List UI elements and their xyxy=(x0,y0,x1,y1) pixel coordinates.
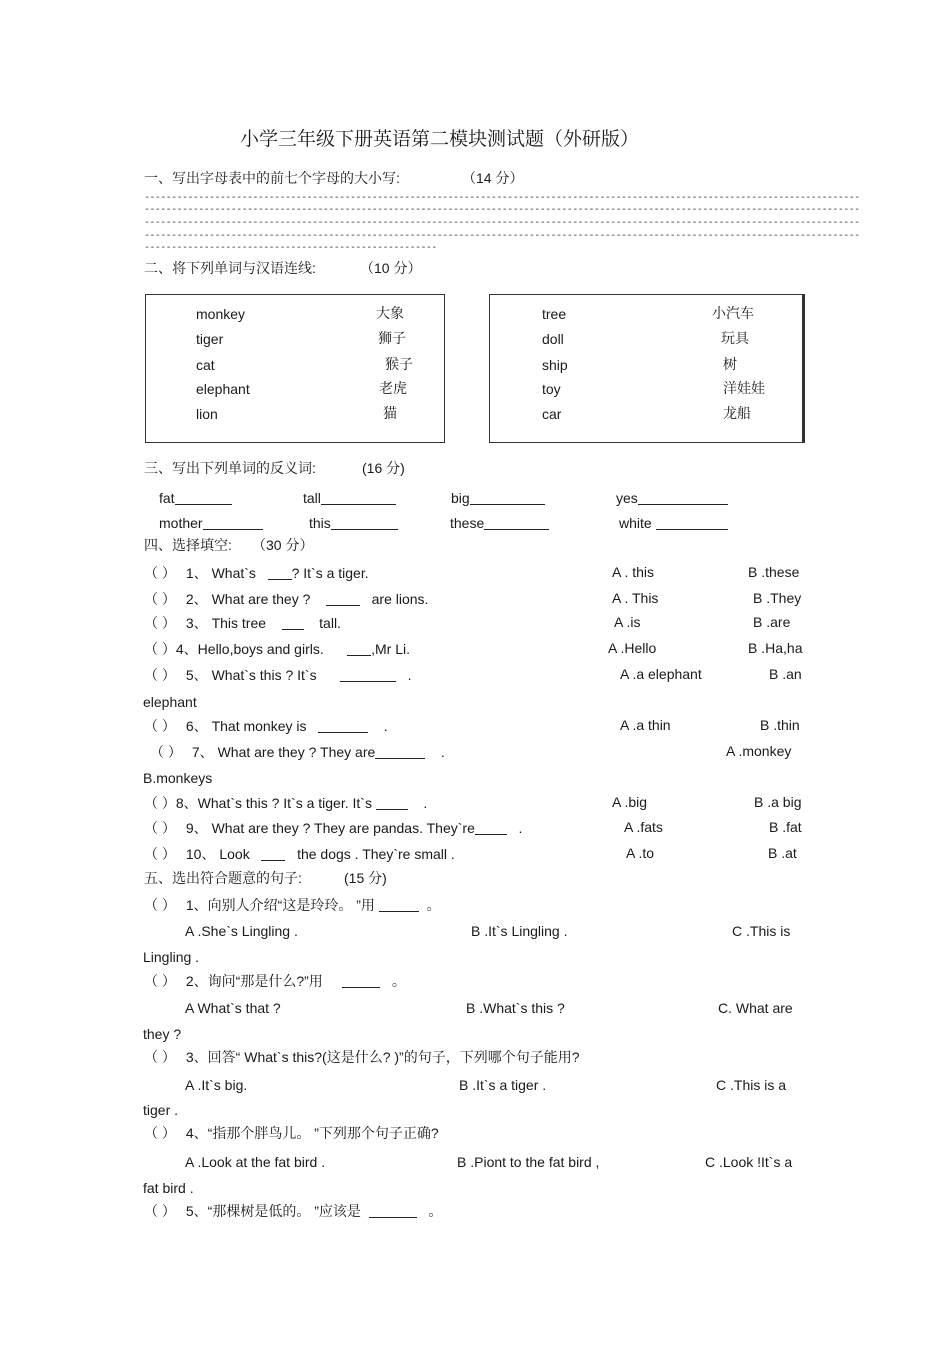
option-b[interactable]: B .at xyxy=(768,845,797,861)
answer-paren[interactable]: （ ） xyxy=(144,795,176,811)
question-row xyxy=(144,846,455,861)
answer-paren[interactable]: （ ） xyxy=(144,641,176,657)
match-chinese: 狮子 xyxy=(378,330,406,346)
question-text: 。 xyxy=(391,973,406,989)
question-text: 2、 What are they ? xyxy=(185,591,311,607)
antonym-word: fat xyxy=(159,490,175,506)
answer-paren[interactable]: （ ） xyxy=(144,591,176,607)
question-text: tall. xyxy=(319,615,341,631)
question-row xyxy=(144,565,369,580)
option-b[interactable]: B .Ha,ha xyxy=(748,640,803,656)
match-chinese: 小汽车 xyxy=(712,305,754,321)
antonym-word: tall xyxy=(303,490,321,506)
blank[interactable] xyxy=(318,718,368,733)
question-text: . xyxy=(383,718,388,734)
antonym-item xyxy=(450,515,549,530)
antonym-word: these xyxy=(450,515,485,531)
question-text: 2、询问“那是什么?”用 xyxy=(185,973,323,989)
option-b[interactable]: B .fat xyxy=(769,819,802,835)
matching-box-right xyxy=(489,294,805,443)
question-continuation: tiger . xyxy=(143,1102,179,1118)
page-title: 小学三年级下册英语第二模块测试题（外研版） xyxy=(240,129,640,150)
option-a[interactable]: A .Look at the fat bird . xyxy=(185,1154,326,1170)
question-text: 3、回答“ What`s this?(这是什么? )”的句子，下列哪个句子能用? xyxy=(185,1049,580,1065)
option-a[interactable]: A What`s that ? xyxy=(185,1000,281,1016)
match-word: lion xyxy=(196,406,218,422)
answer-line: ------------------------------------------------------------------------------------------------------------------------------------ xyxy=(144,192,860,203)
question-text: 4、Hello,boys and girls. xyxy=(175,641,324,657)
match-word: ship xyxy=(542,357,568,373)
answer-paren[interactable]: （ ） xyxy=(144,897,176,913)
section-2-score: （10 分） xyxy=(360,260,422,276)
match-chinese: 猴子 xyxy=(385,356,413,372)
match-chinese: 玩具 xyxy=(721,330,749,346)
option-b[interactable]: B.monkeys xyxy=(143,770,213,786)
question-row xyxy=(144,820,522,835)
answer-paren[interactable]: （ ） xyxy=(144,615,176,631)
match-chinese: 洋娃娃 xyxy=(723,380,765,396)
blank[interactable] xyxy=(376,795,408,810)
question-text: 9、 What are they ? They are pandas. They`re xyxy=(185,820,475,836)
blank[interactable] xyxy=(268,565,292,580)
option-b[interactable]: B .Piont to the fat bird , xyxy=(457,1154,600,1170)
section-1-score: （14 分） xyxy=(462,170,524,186)
match-word: monkey xyxy=(196,306,246,322)
match-word: elephant xyxy=(196,381,250,397)
section-5-score: (15 分) xyxy=(344,870,387,886)
question-row xyxy=(144,1203,442,1218)
question-text: 10、 Look xyxy=(185,846,250,862)
blank[interactable] xyxy=(375,744,425,759)
question-row xyxy=(150,744,445,759)
answer-paren[interactable]: （ ） xyxy=(144,846,176,862)
question-row xyxy=(144,897,441,912)
question-text: . xyxy=(440,744,445,760)
antonym-item xyxy=(451,490,545,505)
blank[interactable] xyxy=(175,490,232,505)
blank[interactable] xyxy=(638,490,728,505)
antonym-item xyxy=(309,515,398,530)
match-chinese: 大象 xyxy=(376,305,404,321)
answer-paren[interactable]: （ ） xyxy=(144,565,176,581)
option-a[interactable]: A .monkey xyxy=(726,743,792,759)
antonym-item xyxy=(303,490,396,505)
section-3-score: (16 分) xyxy=(362,460,405,476)
antonym-word: yes xyxy=(616,490,638,506)
antonym-word: this xyxy=(309,515,331,531)
section-2-heading: 二、将下列单词与汉语连线: xyxy=(144,260,316,276)
blank[interactable] xyxy=(326,591,360,606)
antonym-item xyxy=(619,515,728,530)
blank[interactable] xyxy=(261,846,285,861)
option-a[interactable]: A .to xyxy=(626,845,655,861)
answer-line: ------------------------------------------------------------------------------------------------------------------------------------ xyxy=(144,204,860,215)
match-word: tiger xyxy=(196,331,224,347)
option-b[interactable]: B .these xyxy=(748,564,800,580)
question-text: 5、 What`s this ? It`s xyxy=(185,667,317,683)
question-row xyxy=(144,667,412,682)
answer-paren[interactable]: （ ） xyxy=(144,1125,176,1141)
question-text: 。 xyxy=(428,1203,443,1219)
match-word: car xyxy=(542,406,562,422)
match-word: cat xyxy=(196,357,215,373)
question-row xyxy=(144,641,410,656)
option-a[interactable]: A . This xyxy=(612,590,659,606)
answer-paren[interactable]: （ ） xyxy=(144,973,176,989)
option-a[interactable]: A .fats xyxy=(624,819,663,835)
option-a[interactable]: A .She`s Lingling . xyxy=(185,923,298,939)
option-a[interactable]: A .Hello xyxy=(608,640,657,656)
option-b[interactable]: B .It`s Lingling . xyxy=(471,923,568,939)
blank[interactable] xyxy=(331,515,398,530)
blank[interactable] xyxy=(369,1203,417,1218)
match-word: doll xyxy=(542,331,564,347)
blank[interactable] xyxy=(347,641,371,656)
section-4-heading: 四、选择填空: xyxy=(144,537,232,553)
blank[interactable] xyxy=(470,490,545,505)
question-row xyxy=(144,718,388,733)
answer-paren[interactable]: （ ） xyxy=(144,718,176,734)
match-chinese: 猫 xyxy=(383,405,397,421)
option-c[interactable]: C .This is a xyxy=(716,1077,787,1093)
option-a[interactable]: A .a thin xyxy=(620,717,671,733)
section-3-heading: 三、写出下列单词的反义词: xyxy=(144,460,316,476)
question-continuation: they ? xyxy=(143,1026,182,1042)
question-row xyxy=(144,973,406,988)
question-continuation: fat bird . xyxy=(143,1180,194,1196)
answer-line: ------------------------------------------------------ xyxy=(144,242,437,253)
option-a[interactable]: A .It`s big. xyxy=(185,1077,248,1093)
option-b[interactable]: B .are xyxy=(753,614,791,630)
question-continuation: Lingling . xyxy=(143,949,200,965)
option-b[interactable]: B .a big xyxy=(754,794,802,810)
answer-line: ------------------------------------------------------------------------------------------------------------------------------------ xyxy=(144,217,860,228)
question-text: 1、向别人介绍“这是玲玲。 ”用 xyxy=(185,897,375,913)
answer-paren[interactable]: （ ） xyxy=(144,1049,176,1065)
section-5-heading: 五、选出符合题意的句子: xyxy=(144,870,302,886)
answer-paren[interactable]: （ ） xyxy=(144,1203,176,1219)
question-continuation: elephant xyxy=(143,694,197,710)
blank[interactable] xyxy=(484,515,549,530)
question-text: ,Mr Li. xyxy=(371,641,410,657)
match-chinese: 树 xyxy=(723,356,737,372)
blank[interactable] xyxy=(379,897,419,912)
blank[interactable] xyxy=(475,820,507,835)
antonym-item xyxy=(616,490,728,505)
match-word: tree xyxy=(542,306,567,322)
option-b[interactable]: B .They xyxy=(753,590,802,606)
option-b[interactable]: B .thin xyxy=(760,717,800,733)
question-row xyxy=(144,1126,439,1140)
question-text: 3、 This tree xyxy=(185,615,267,631)
match-word: toy xyxy=(542,381,561,397)
answer-paren[interactable]: （ ） xyxy=(150,744,182,760)
question-row xyxy=(144,615,341,630)
question-text: the dogs . They`re small . xyxy=(297,846,455,862)
question-text: are lions. xyxy=(371,591,429,607)
blank[interactable] xyxy=(203,515,263,530)
option-c[interactable]: C. What are xyxy=(718,1000,793,1016)
option-c[interactable]: C .This is xyxy=(732,923,791,939)
option-b[interactable]: B .an xyxy=(769,666,802,682)
blank[interactable] xyxy=(282,615,304,630)
question-row xyxy=(144,1050,579,1064)
blank[interactable] xyxy=(340,667,396,682)
option-a[interactable]: A .a elephant xyxy=(620,666,702,682)
answer-line: ------------------------------------------------------------------------------------------------------------------------------------ xyxy=(144,230,860,241)
blank[interactable] xyxy=(321,490,396,505)
antonym-word: white xyxy=(619,515,652,531)
antonym-item xyxy=(159,490,232,505)
answer-paren[interactable]: （ ） xyxy=(144,820,176,836)
match-chinese: 老虎 xyxy=(379,380,407,396)
question-text: 7、 What are they ? They are xyxy=(191,744,376,760)
option-b[interactable]: B .What`s this ? xyxy=(466,1000,565,1016)
blank[interactable] xyxy=(342,973,380,988)
question-text: 。 xyxy=(426,897,441,913)
antonym-item xyxy=(159,515,263,530)
antonym-word: big xyxy=(451,490,470,506)
question-text: 5、“那棵树是低的。 ”应该是 xyxy=(185,1203,361,1219)
section-4-score: （30 分） xyxy=(252,537,314,553)
question-text: . xyxy=(407,667,412,683)
question-row xyxy=(144,591,428,606)
question-text: 8、What`s this ? It`s a tiger. It`s xyxy=(175,795,372,811)
option-a[interactable]: A . this xyxy=(612,564,655,580)
question-text: ? It`s a tiger. xyxy=(291,565,369,581)
question-text: . xyxy=(423,795,428,811)
option-a[interactable]: A .is xyxy=(614,614,641,630)
question-text: . xyxy=(518,820,523,836)
antonym-word: mother xyxy=(159,515,203,531)
question-text: 1、 What`s xyxy=(185,565,256,581)
question-text: 6、 That monkey is xyxy=(185,718,307,734)
blank[interactable] xyxy=(656,515,728,530)
section-1-heading: 一、写出字母表中的前七个字母的大小写: xyxy=(144,170,400,186)
match-chinese: 龙船 xyxy=(723,405,751,421)
question-text: 4、“指那个胖鸟儿。 ”下列那个句子正确? xyxy=(185,1125,439,1141)
answer-paren[interactable]: （ ） xyxy=(144,667,176,683)
question-row xyxy=(144,795,427,810)
option-a[interactable]: A .big xyxy=(612,794,648,810)
option-b[interactable]: B .It`s a tiger . xyxy=(459,1077,547,1093)
option-c[interactable]: C .Look !It`s a xyxy=(705,1154,793,1170)
